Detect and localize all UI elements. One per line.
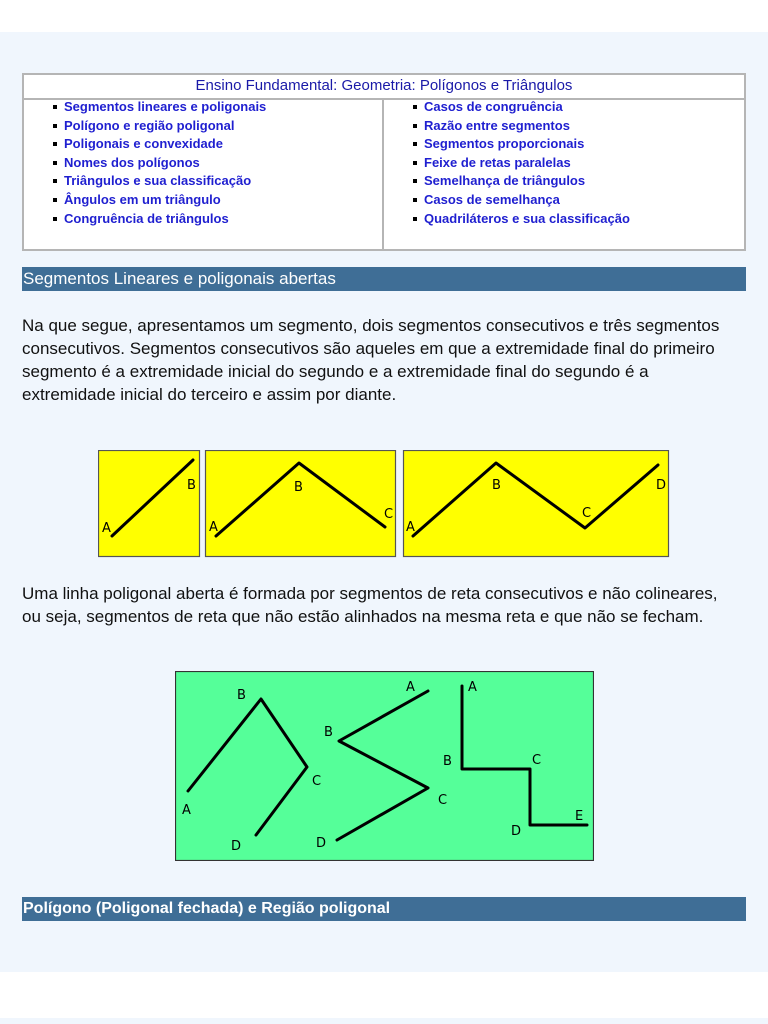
point-label: C <box>582 506 592 521</box>
point-label: D <box>656 478 667 493</box>
toc-link[interactable]: Poligonais e convexidade <box>64 137 382 156</box>
polygonal-lines-figure <box>175 671 594 861</box>
toc-link[interactable]: Nomes dos polígonos <box>64 156 382 175</box>
point-label: D <box>316 836 327 851</box>
point-label: A <box>209 520 218 535</box>
segments-figure <box>98 450 670 558</box>
point-label: A <box>406 680 415 695</box>
paragraph: Uma linha poligonal aberta é formada por segmentos de reta consecutivos e não colineares, ou seja, segmentos de reta que não estão alinhados na mesma reta e que não se fecham. <box>22 584 718 626</box>
point-label: C <box>532 753 542 768</box>
toc-link[interactable]: Razão entre segmentos <box>424 119 744 138</box>
panel-two-segments <box>206 451 396 557</box>
point-label: E <box>575 809 584 824</box>
paragraph: Na que segue, apresentamos um segmento, dois segmentos consecutivos e três segmentos consecutivos. Segmentos consecutivos são aqueles em que a extremidade final do primeiro segmento é a extremidade inicial do segundo e a extremidade final do segundo é a extremidade inicial do terceiro e assim por diante. <box>22 316 720 404</box>
point-label: C <box>384 507 394 522</box>
toc-link[interactable]: Ângulos em um triângulo <box>64 193 382 212</box>
toc-link[interactable]: Casos de congruência <box>424 100 744 119</box>
toc-link[interactable]: Triângulos e sua classificação <box>64 174 382 193</box>
toc-left-column <box>24 100 384 251</box>
toc-title: Ensino Fundamental: Geometria: Polígonos e Triângulos <box>24 75 744 100</box>
toc-link[interactable]: Quadriláteros e sua classificação <box>424 212 744 231</box>
point-label: B <box>324 725 333 740</box>
point-label: B <box>443 754 452 769</box>
section-heading: Polígono (Poligonal fechada) e Região poligonal <box>22 897 746 921</box>
point-label: A <box>102 521 111 536</box>
top-strip <box>0 0 768 32</box>
toc-link[interactable]: Segmentos proporcionais <box>424 137 744 156</box>
point-label: A <box>406 520 415 535</box>
point-label: B <box>187 478 196 493</box>
section-heading: Segmentos Lineares e poligonais abertas <box>22 267 746 291</box>
point-label: B <box>492 478 501 493</box>
point-label: C <box>312 774 322 789</box>
point-label: D <box>511 824 522 839</box>
point-label: D <box>231 839 242 854</box>
bottom-strip <box>0 972 768 1018</box>
toc-link[interactable]: Congruência de triângulos <box>64 212 382 231</box>
point-label: B <box>294 480 303 495</box>
toc-right-column <box>384 100 744 251</box>
toc-box <box>22 73 746 251</box>
point-label: C <box>438 793 448 808</box>
point-label: B <box>237 688 246 703</box>
point-label: A <box>182 803 191 818</box>
point-label: A <box>468 680 477 695</box>
toc-link[interactable]: Polígono e região poligonal <box>64 119 382 138</box>
panel-one-segment <box>99 451 200 557</box>
toc-link[interactable]: Segmentos lineares e poligonais <box>64 100 382 119</box>
panel-three-segments <box>404 451 669 557</box>
toc-link[interactable]: Casos de semelhança <box>424 193 744 212</box>
toc-link[interactable]: Feixe de retas paralelas <box>424 156 744 175</box>
toc-link[interactable]: Semelhança de triângulos <box>424 174 744 193</box>
